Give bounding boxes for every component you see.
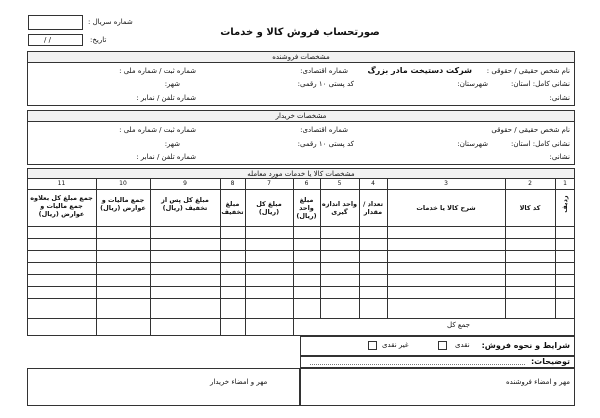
- col-header-row: ردیف: [560, 195, 569, 213]
- seller-city-label: شهرستان:: [457, 80, 488, 88]
- col-header-discount: مبلغ تخفیف: [221, 200, 244, 217]
- col-header-grand-total: جمع مبلغ کل بعلاوه جمع مالیات و عوارض (ریال): [30, 194, 93, 219]
- buyer-address-label: نشانی کامل: استان:: [511, 140, 570, 148]
- items-section-header: مشخصات کالا یا خدمات مورد معامله: [27, 168, 575, 179]
- col-header-total-price: مبلغ کل (ریال): [256, 200, 282, 217]
- buyer-economic-label: شماره اقتصادی:: [300, 126, 348, 134]
- cash-label: نقدی: [455, 341, 470, 349]
- cash-checkbox[interactable]: [438, 341, 447, 350]
- seller-phone-label: شماره تلفن / نمابر :: [136, 94, 196, 102]
- col-header-description: شرح کالا یا خدمات: [416, 204, 476, 212]
- seller-section-header: مشخصات فروشنده: [27, 51, 575, 63]
- buyer-town-label: شهر:: [164, 140, 180, 148]
- col-num-10: 10: [119, 180, 127, 187]
- col-num-11: 11: [57, 180, 66, 187]
- buyer-name-label: نام شخص حقیقی / حقوقی: [491, 126, 570, 134]
- serial-number-label: شماره سریال :: [88, 18, 133, 26]
- buyer-section-header: مشخصات خریدار: [27, 110, 575, 122]
- seller-signature-box: [300, 368, 575, 406]
- noncash-label: غیر نقدی: [382, 341, 409, 349]
- col-header-after-discount: مبلغ کل پس از تخفیف (ریال): [161, 196, 209, 213]
- col-num-4: 4: [371, 180, 375, 187]
- seller-town-label: شهر:: [164, 80, 180, 88]
- seller-signature-label: مهر و امضاء فروشنده: [506, 378, 570, 386]
- notes-line: [310, 364, 525, 365]
- buyer-addr-label: نشانی:: [549, 153, 570, 161]
- terms-label: شرایط و نحوه فروش:: [481, 341, 570, 350]
- buyer-reg-label: شماره ثبت / شماره ملی :: [119, 126, 196, 134]
- col-num-5: 5: [337, 180, 342, 187]
- col-num-8: 8: [230, 180, 235, 187]
- col-header-unit-price: مبلغ واحد (ریال): [296, 196, 317, 221]
- col-header-quantity: تعداد / مقدار: [362, 200, 384, 217]
- buyer-postal-label: کد پستی ۱۰ رقمی:: [297, 140, 354, 148]
- grand-total-label: جمع کل: [447, 321, 470, 329]
- seller-name-value: شرکت دستیخت مادر بزرگ: [367, 66, 472, 75]
- col-num-1: 1: [563, 180, 567, 187]
- col-num-6: 6: [304, 180, 309, 187]
- col-num-9: 9: [183, 180, 187, 187]
- date-value: / /: [44, 36, 51, 44]
- date-field[interactable]: [28, 34, 83, 46]
- col-header-unit: واحد اندازه گیری: [321, 200, 358, 217]
- col-header-tax: جمع مالیات و عوارض (ریال): [100, 196, 146, 213]
- seller-address-label: نشانی کامل: استان:: [511, 80, 570, 88]
- seller-name-label: نام شخص حقیقی / حقوقی :: [486, 67, 570, 75]
- buyer-signature-label: مهر و امضاء خریدار: [210, 378, 268, 386]
- seller-addr-label: نشانی:: [549, 94, 570, 102]
- seller-economic-label: شماره اقتصادی:: [300, 67, 348, 75]
- col-num-7: 7: [267, 180, 271, 187]
- col-header-code: کد کالا: [519, 204, 541, 212]
- col-num-2: 2: [528, 180, 532, 187]
- buyer-phone-label: شماره تلفن / نمابر :: [136, 153, 196, 161]
- date-label: تاریخ:: [90, 36, 107, 44]
- noncash-checkbox[interactable]: [368, 341, 377, 350]
- notes-label: توضیحات:: [530, 357, 570, 366]
- page-title: صورتحساب فروش کالا و خدمات: [220, 27, 380, 38]
- serial-number-field[interactable]: [28, 15, 83, 30]
- buyer-signature-box: [27, 368, 300, 406]
- seller-postal-label: کد پستی ۱۰ رقمی:: [297, 80, 354, 88]
- buyer-city-label: شهرستان:: [457, 140, 488, 148]
- col-num-3: 3: [444, 180, 448, 187]
- seller-reg-label: شماره ثبت / شماره ملی :: [119, 67, 196, 75]
